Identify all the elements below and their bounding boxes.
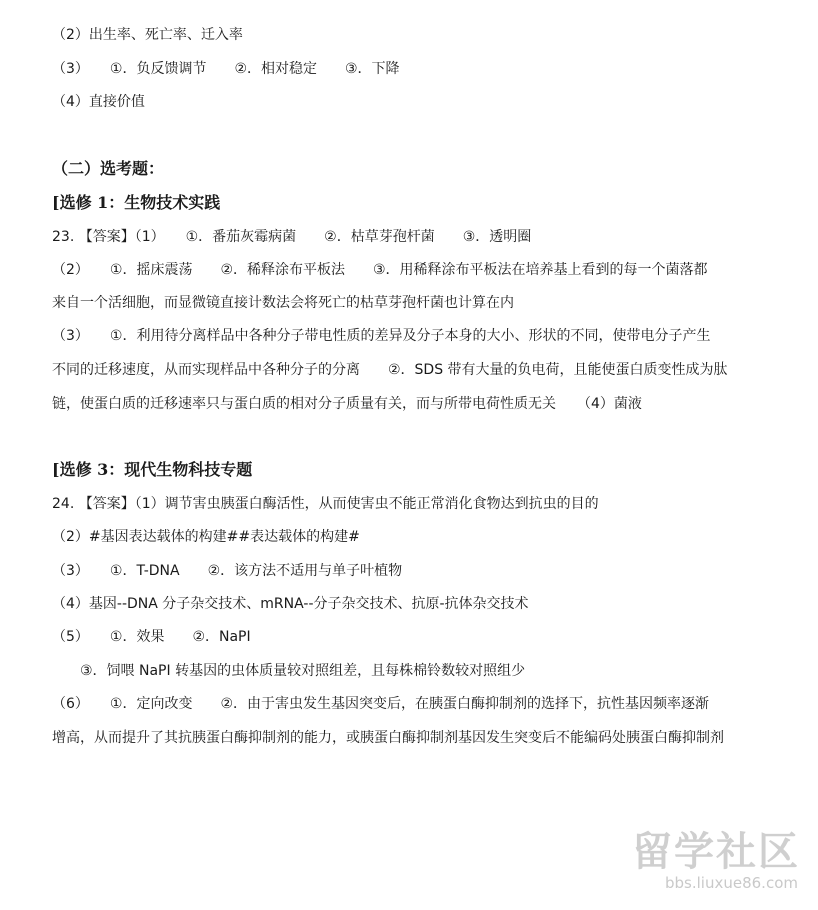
answer-line-3: （3） ①．负反馈调节 ②．相对稳定 ③．下降 bbox=[52, 61, 400, 77]
heading-elective-1: [选修 1：生物技术实践 bbox=[52, 193, 221, 212]
q24-line-3: （3） ①．T-DNA ②．该方法不适用与单子叶植物 bbox=[52, 563, 403, 579]
watermark-title: 留学社区 bbox=[632, 829, 800, 875]
q23-line-6: 链，使蛋白质的迁移速率只与蛋白质的相对分子质量有关，而与所带电荷性质无关 （4）菌液 bbox=[52, 396, 642, 412]
answer-line-4: （4）直接价值 bbox=[52, 94, 145, 110]
site-watermark bbox=[632, 830, 800, 892]
q24-line-4: （4）基因--DNA 分子杂交技术、mRNA--分子杂交技术、抗原-抗体杂交技术 bbox=[52, 596, 529, 612]
q24-line-8: 增高，从而提升了其抗胰蛋白酶抑制剂的能力，或胰蛋白酶抑制剂基因发生突变后不能编码处胰蛋白酶抑制剂 bbox=[52, 730, 724, 746]
q23-line-1: 23. 【答案】（1） ①．番茄灰霉病菌 ②．枯草芽孢杆菌 ③．透明圈 bbox=[52, 229, 532, 245]
q23-line-2: （2） ①．摇床震荡 ②．稀释涂布平板法 ③．用稀释涂布平板法在培养基上看到的每一个菌落都 bbox=[52, 262, 708, 278]
q23-line-5: 不同的迁移速度，从而实现样品中各种分子的分离 ②．SDS 带有大量的负电荷，且能使蛋白质变性成为肽 bbox=[52, 362, 728, 378]
section-heading-elective: （二）选考题： bbox=[52, 159, 165, 178]
answer-line-2: （2）出生率、死亡率、迁入率 bbox=[52, 27, 243, 43]
q24-line-1: 24. 【答案】（1）调节害虫胰蛋白酶活性，从而使害虫不能正常消化食物达到抗虫的目的 bbox=[52, 496, 599, 512]
q23-line-3: 来自一个活细胞，而显微镜直接计数法会将死亡的枯草芽孢杆菌也计算在内 bbox=[52, 295, 514, 311]
heading-elective-3: [选修 3：现代生物科技专题 bbox=[52, 460, 253, 479]
q23-line-4: （3） ①．利用待分离样品中各种分子带电性质的差异及分子本身的大小、形状的不同，使带电分子产生 bbox=[52, 328, 711, 344]
q24-line-5: （5） ①．效果 ②．NaPI bbox=[52, 629, 251, 645]
q24-line-7: （6） ①．定向改变 ②．由于害虫发生基因突变后，在胰蛋白酶抑制剂的选择下，抗性基因频率逐渐 bbox=[52, 696, 710, 712]
q24-line-6: ③．饲喂 NaPI 转基因的虫体质量较对照组差，且每株棉铃数较对照组少 bbox=[52, 663, 526, 679]
watermark-url: bbs.liuxue86.com bbox=[665, 874, 798, 892]
q24-line-2: （2）#基因表达载体的构建##表达载体的构建# bbox=[52, 529, 360, 545]
